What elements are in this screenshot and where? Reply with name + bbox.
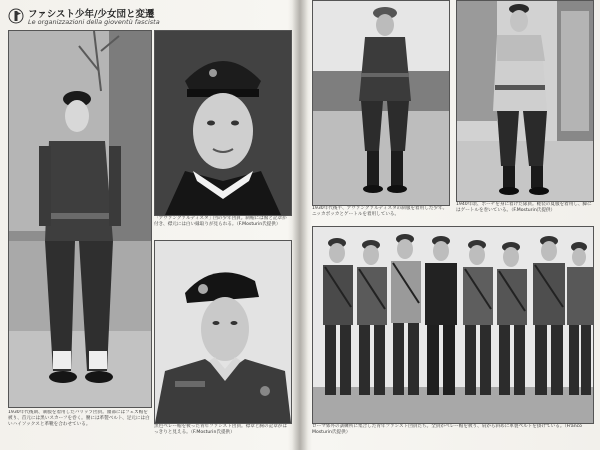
- photo-standing-youth-uniform: [312, 0, 450, 206]
- photo-youth-uniform-fez: [8, 30, 152, 408]
- caption-photo-2: 「アヴァングァルディスタ」団の少年団員。制帽には鷲と記章が付き、襟元には白い縁取りが見られる。（F.Mosturin氏提供）: [154, 216, 287, 228]
- caption-photo-3: 黒色ベレー帽を被った青年ファシスト団員。襟章と胸の記章がはっきりと見える。（F.Mosturin氏提供）: [154, 424, 287, 436]
- photo-portrait-beret: [154, 240, 292, 424]
- fasces-emblem-icon: [8, 8, 24, 24]
- caption-photo-5: 1940年頃、ポーチを身に着けた隊員。軽装の夏服を着用し、脚にはゲートルを巻いている。（F.Mosturin氏提供）: [456, 202, 592, 214]
- caption-photo-6: ローマ郊外の訓練所に集合した青年ファシスト団員たち。全員がベレー帽を被り、肩から斜めに革製ベルトを掛けている。（Franco Mosturin氏提供）: [312, 424, 582, 436]
- caption-photo-4: 1930年代後半、アヴァングァルディスタの制服を着用した少年。ニッカボッカとゲートルを着用している。: [312, 206, 448, 218]
- photo-group-young-soldiers: [312, 226, 594, 424]
- page-header: [8, 6, 288, 28]
- page-subtitle: Le organizzazioni della gioventù fascista: [28, 18, 160, 26]
- page-title: ファシスト少年/少女団と変遷: [28, 9, 155, 20]
- book-gutter: [292, 0, 308, 450]
- caption-photo-1: 1930年代後期、制服を着用したバリッラ団員。頭部にはフェズ帽を被り、首元には黒いスカーフを巻く。腰には革製ベルト、足元には白いハイソックスと革靴を合わせている。: [8, 410, 150, 428]
- photo-portrait-peaked-cap: [154, 30, 292, 216]
- photo-youth-doorway: [456, 0, 594, 202]
